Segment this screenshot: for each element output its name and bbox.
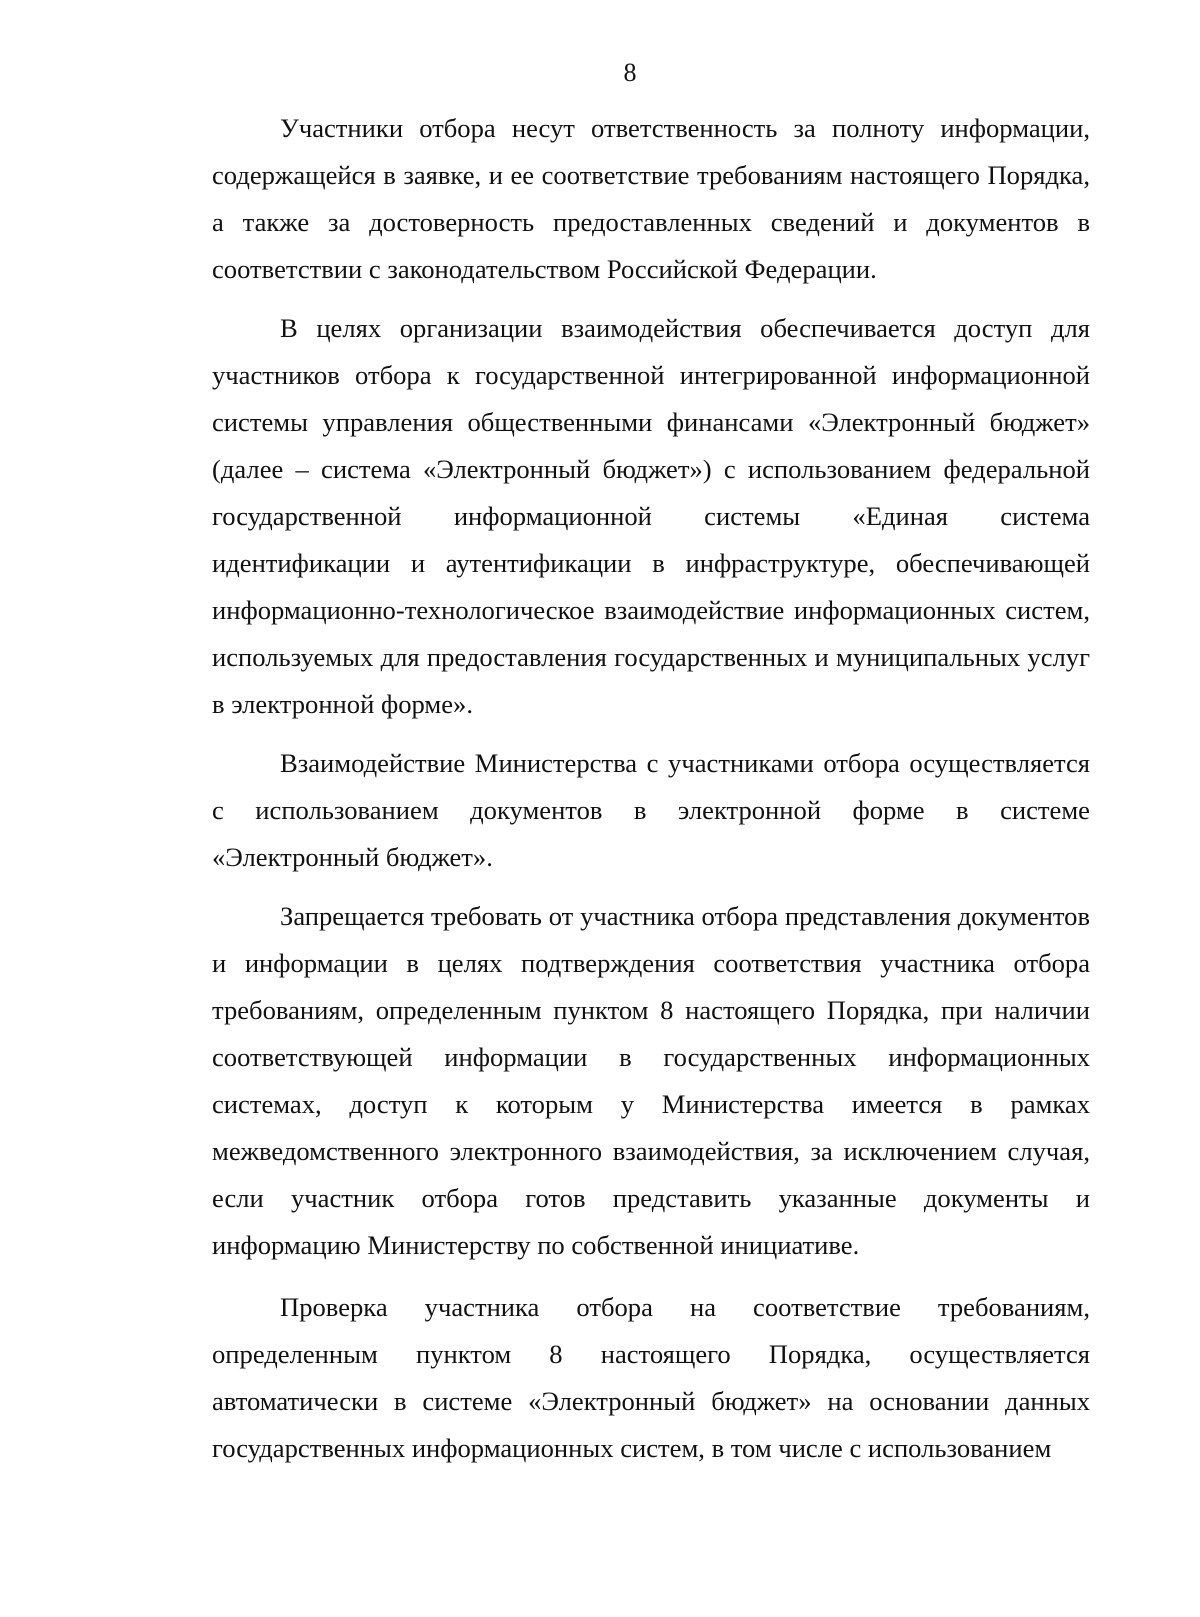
- paragraph-applicant-responsibility: Участники отбора несут ответственность за полноту информации, содержащейся в заявке, и ее соответствие требованиям настоящего Порядка, а также за достоверность предоставленных сведений и документов в соответствии с законодательством Российской Федерации.: [212, 113, 1090, 284]
- page-number: 8: [623, 58, 637, 87]
- paragraph-compliance-check: Проверка участника отбора на соответствие требованиям, определенным пунктом 8 настоящего Порядка, осуществляется автоматически в системе «Электронный бюджет» на основании данных государственных информационных систем, в том числе с использованием: [212, 1292, 1090, 1463]
- paragraph-document-request-prohibition: Запрещается требовать от участника отбора представления документов и информации в целях подтверждения соответствия участника отбора требованиям, определенным пунктом 8 настоящего Порядка, при наличии соответствующей информации в государственных информационных системах, доступ к которым у Министерства имеется в рамках межведомственного электронного взаимодействия, за исключением случая, если участник отбора готов представить указанные документы и информацию Министерству по собственной инициативе.: [212, 901, 1090, 1260]
- paragraph-ministry-interaction: Взаимодействие Министерства с участниками отбора осуществляется с использованием документов в электронной форме в системе «Электронный бюджет».: [212, 748, 1090, 872]
- document-body: [212, 105, 1090, 1472]
- paragraph-system-access: В целях организации взаимодействия обеспечивается доступ для участников отбора к государственной интегрированной информационной системы управления общественными финансами «Электронный бюджет» (далее – система «Электронный бюджет») с использованием федеральной государственной информационной системы «Единая система идентификации и аутентификации в инфраструктуре, обеспечивающей информационно-технологическое взаимодействие информационных систем, используемых для предоставления государственных и муниципальных услуг в электронной форме».: [212, 313, 1090, 719]
